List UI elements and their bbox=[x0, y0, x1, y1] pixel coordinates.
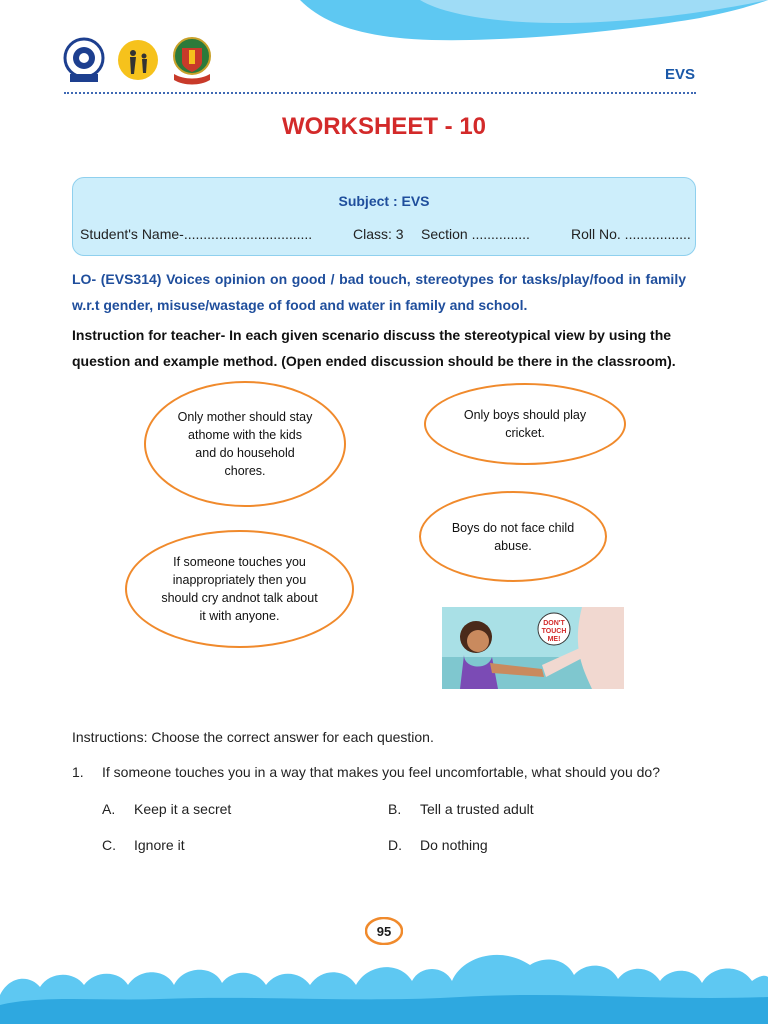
scenario-bubble bbox=[144, 381, 346, 507]
education-logo bbox=[116, 36, 160, 86]
option-letter: D. bbox=[388, 837, 402, 853]
roll-no-field[interactable]: Roll No. ................. bbox=[571, 226, 691, 242]
option-letter: A. bbox=[102, 801, 116, 817]
quiz-instructions: Instructions: Choose the correct answer for each question. bbox=[72, 729, 434, 745]
option-text: Keep it a secret bbox=[134, 801, 232, 817]
scenario-bubble bbox=[125, 530, 354, 648]
header-divider bbox=[64, 92, 696, 96]
scenario-text: If someone touches you inappropriately then you should cry andnot talk about it with anyone. bbox=[161, 555, 318, 623]
footer-cloud-decoration bbox=[0, 935, 768, 1024]
scenario-text: Only mother should stay athome with the kids and do household chores. bbox=[177, 410, 313, 478]
question-text: If someone touches you in a way that makes you feel uncomfortable, what should you do? bbox=[102, 764, 660, 780]
scenario-text: Boys do not face child abuse. bbox=[451, 520, 575, 553]
learning-outcome: LO- (EVS314) Voices opinion on good / bad touch, stereotypes for tasks/play/food in family w.r.t gender, misuse/wastage of food and water in family and school. bbox=[72, 271, 686, 313]
dont-touch-me-illustration bbox=[442, 607, 624, 689]
logo-group bbox=[62, 36, 214, 86]
info-subject: Subject : EVS bbox=[338, 193, 430, 209]
option-text: Tell a trusted adult bbox=[420, 801, 534, 817]
teacher-instruction: Instruction for teacher- In each given scenario discuss the stereotypical view by using the question and example method. (Open ended discussion should be there in the classroom). bbox=[72, 327, 676, 369]
scenario-text: Only boys should play cricket. bbox=[463, 408, 587, 440]
illustration-caption: DON'T bbox=[543, 620, 565, 627]
scert-logo bbox=[62, 36, 106, 86]
option-letter: B. bbox=[388, 801, 402, 817]
svg-text:TOUCH: TOUCH bbox=[541, 628, 567, 635]
question-number: 1. bbox=[72, 764, 84, 780]
school-crest-logo bbox=[170, 36, 214, 86]
scenario-bubble bbox=[424, 383, 626, 465]
scenario-bubble bbox=[419, 491, 607, 582]
page-title: WORKSHEET - 10 bbox=[281, 113, 487, 140]
page-number: 95 bbox=[376, 924, 392, 939]
svg-text:ME!: ME! bbox=[547, 636, 561, 643]
student-name-field[interactable]: Student's Name-................................. bbox=[80, 226, 313, 242]
option-text: Do nothing bbox=[420, 837, 488, 853]
option-letter: C. bbox=[102, 837, 116, 853]
option-text: Ignore it bbox=[134, 837, 185, 853]
class-field: Class: 3 bbox=[353, 226, 404, 242]
subject-tag: EVS bbox=[664, 66, 695, 83]
section-field[interactable]: Section ............... bbox=[421, 226, 530, 242]
student-info-box bbox=[72, 177, 696, 256]
